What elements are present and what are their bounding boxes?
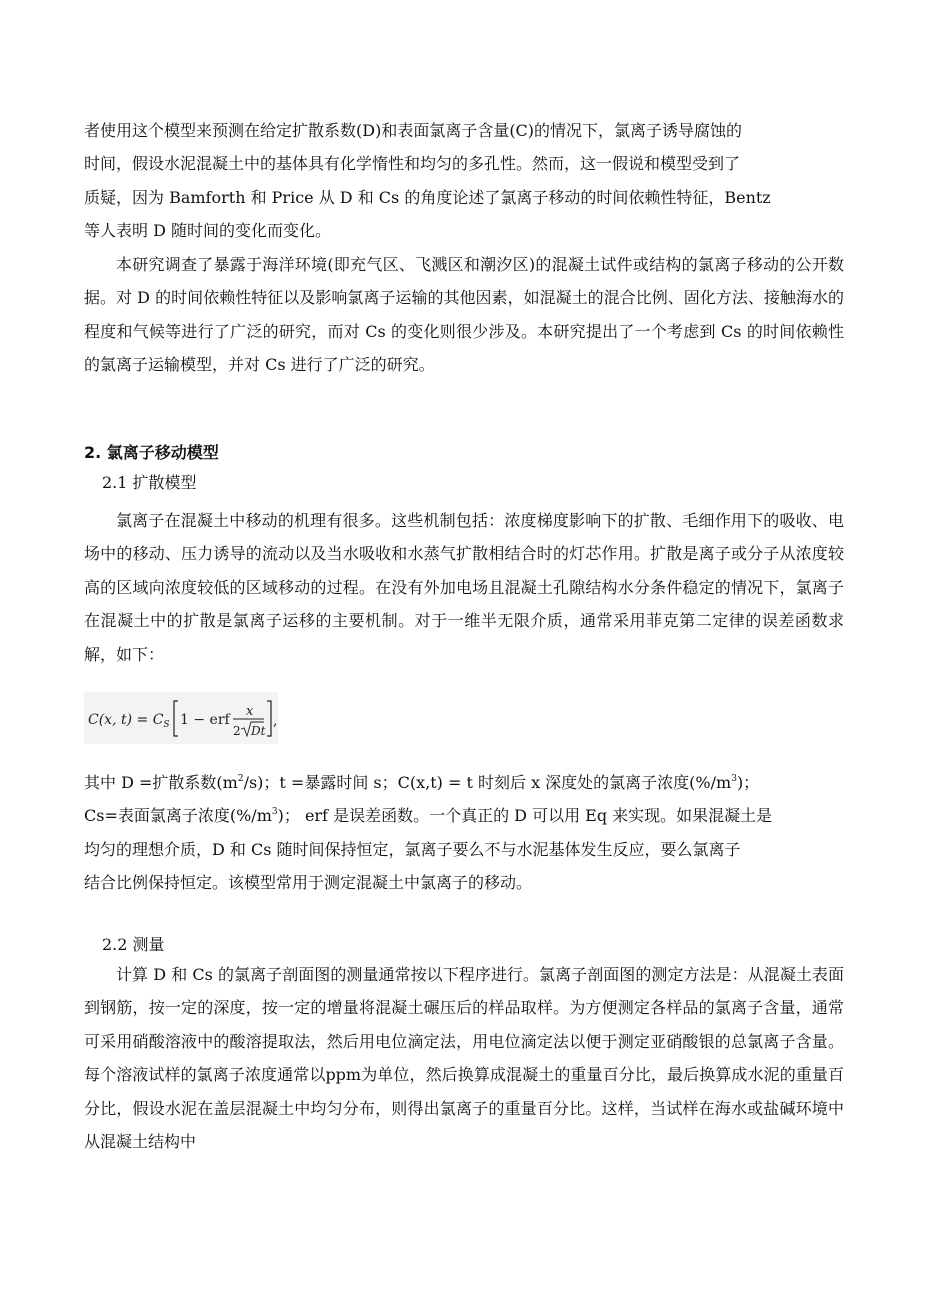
text-line: 其中 D =扩散系数$(m^2/s)$；t =暴露时间 s；C(x,t) = t 时刻后 x 深度处的氯离子浓度$(\%/m^3)$； — [84, 773, 760, 792]
text-line: 结合比例保持恒定。该模型常用于测定混凝土中氯离子的移动。 — [84, 873, 533, 893]
subsection-heading-measurement: 2.2 测量 — [102, 935, 165, 954]
right-bracket — [267, 701, 271, 736]
text-line: 时间，假设水泥混凝土中的基体具有化学惰性和均匀的多孔性。然而，这一假说和模型受到了 — [84, 154, 741, 174]
equation-erf: 1 − erf — [180, 712, 230, 728]
paragraph-measurement — [84, 958, 844, 1158]
text-line: 均匀的理想介质，D 和 Cs 随时间保持恒定，氯离子要么不与水泥基体发生反应，要么氯离子 — [84, 839, 741, 859]
paragraph-intro-continued — [84, 114, 844, 248]
text-line: 者使用这个模型来预测在给定扩散系数(D)和表面氯离子含量(C)的情况下，氯离子诱导腐蚀的 — [84, 121, 743, 140]
subsection-heading-diffusion: 2.1 扩散模型 — [102, 473, 197, 492]
equation-numerator: x — [246, 704, 254, 719]
diffusion-equation — [84, 692, 278, 744]
paragraph-text: 本研究调查了暴露于海洋环境(即充气区、飞溅区和潮汐区)的混凝土试件或结构的氯离子移动的公开数据。对 D 的时间依赖性特征以及影响氯离子运输的其他因素，如混凝土的混合比例、固化方法、接触海水的程度和气候等进行了广泛的研究，而对 Cs 的变化则很少涉及。本研究提出了一个考虑到 Cs 的时间依赖性的氯离子运输模型，并对 Cs 进行了广泛的研究。 — [84, 255, 844, 375]
paragraph-text: 计算 D 和 Cs 的氯离子剖面图的测量通常按以下程序进行。氯离子剖面图的测定方法是：从混凝土表面到钢筋，按一定的深度，按一定的增量将混凝土碾压后的样品取样。为方便测定各样品的氯离子含量，通常可采用硝酸溶液中的酸溶提取法，然后用电位滴定法，用电位滴定法以便于测定亚硝酸银的总氯离子含量。每个溶液试样的氯离子浓度通常以ppm为单位，然后换算成混凝土的重量百分比，最后换算成水泥的重量百分比，假设水泥在盖层混凝土中均匀分布，则得出氯离子的重量百分比。这样，当试样在海水或盐碱环境中从混凝土结构中 — [84, 965, 844, 1152]
paragraph-study-scope — [84, 248, 844, 382]
text-line: 质疑，因为 Bamforth 和 Price 从 D 和 Cs 的角度论述了氯离子移动的时间依赖性特征，Bentz — [84, 187, 771, 207]
left-bracket — [174, 701, 178, 736]
paragraph-text: 氯离子在混凝土中移动的机理有很多。这些机制包括：浓度梯度影响下的扩散、毛细作用下的吸收、电场中的移动、压力诱导的流动以及当水吸收和水蒸气扩散相结合时的灯芯作用。扩散是离子或分子从浓度较高的区域向浓度较低的区域移动的过程。在没有外加电场且混凝土孔隙结构水分条件稳定的情况下，氯离子在混凝土中的扩散是氯离子运移的主要机制。对于一维半无限介质，通常采用菲克第二定律的误差函数求解，如下： — [84, 511, 844, 664]
paragraph-variable-definitions — [84, 766, 844, 900]
equation-lhs-sub: S — [163, 720, 170, 730]
svg-text:C(x, t) = CS — [88, 712, 170, 730]
equation-trailing: , — [273, 713, 278, 729]
diffusion-equation-image — [84, 692, 278, 744]
equation-lhs: C(x, t) = C — [88, 712, 164, 728]
section-heading: 2. 氯离子移动模型 — [84, 443, 219, 462]
equation-denominator-coef: 2 — [233, 724, 241, 738]
text-line: 等人表明 D 随时间的变化而变化。 — [84, 221, 332, 241]
text-line: Cs=表面氯离子浓度$(\%/m^3)$； erf 是误差函数。一个真正的 D 可以用 Eq 来实现。如果混凝土是 — [84, 806, 773, 826]
paragraph-diffusion — [84, 504, 844, 671]
equation-denominator-rad: Dt — [251, 724, 266, 738]
